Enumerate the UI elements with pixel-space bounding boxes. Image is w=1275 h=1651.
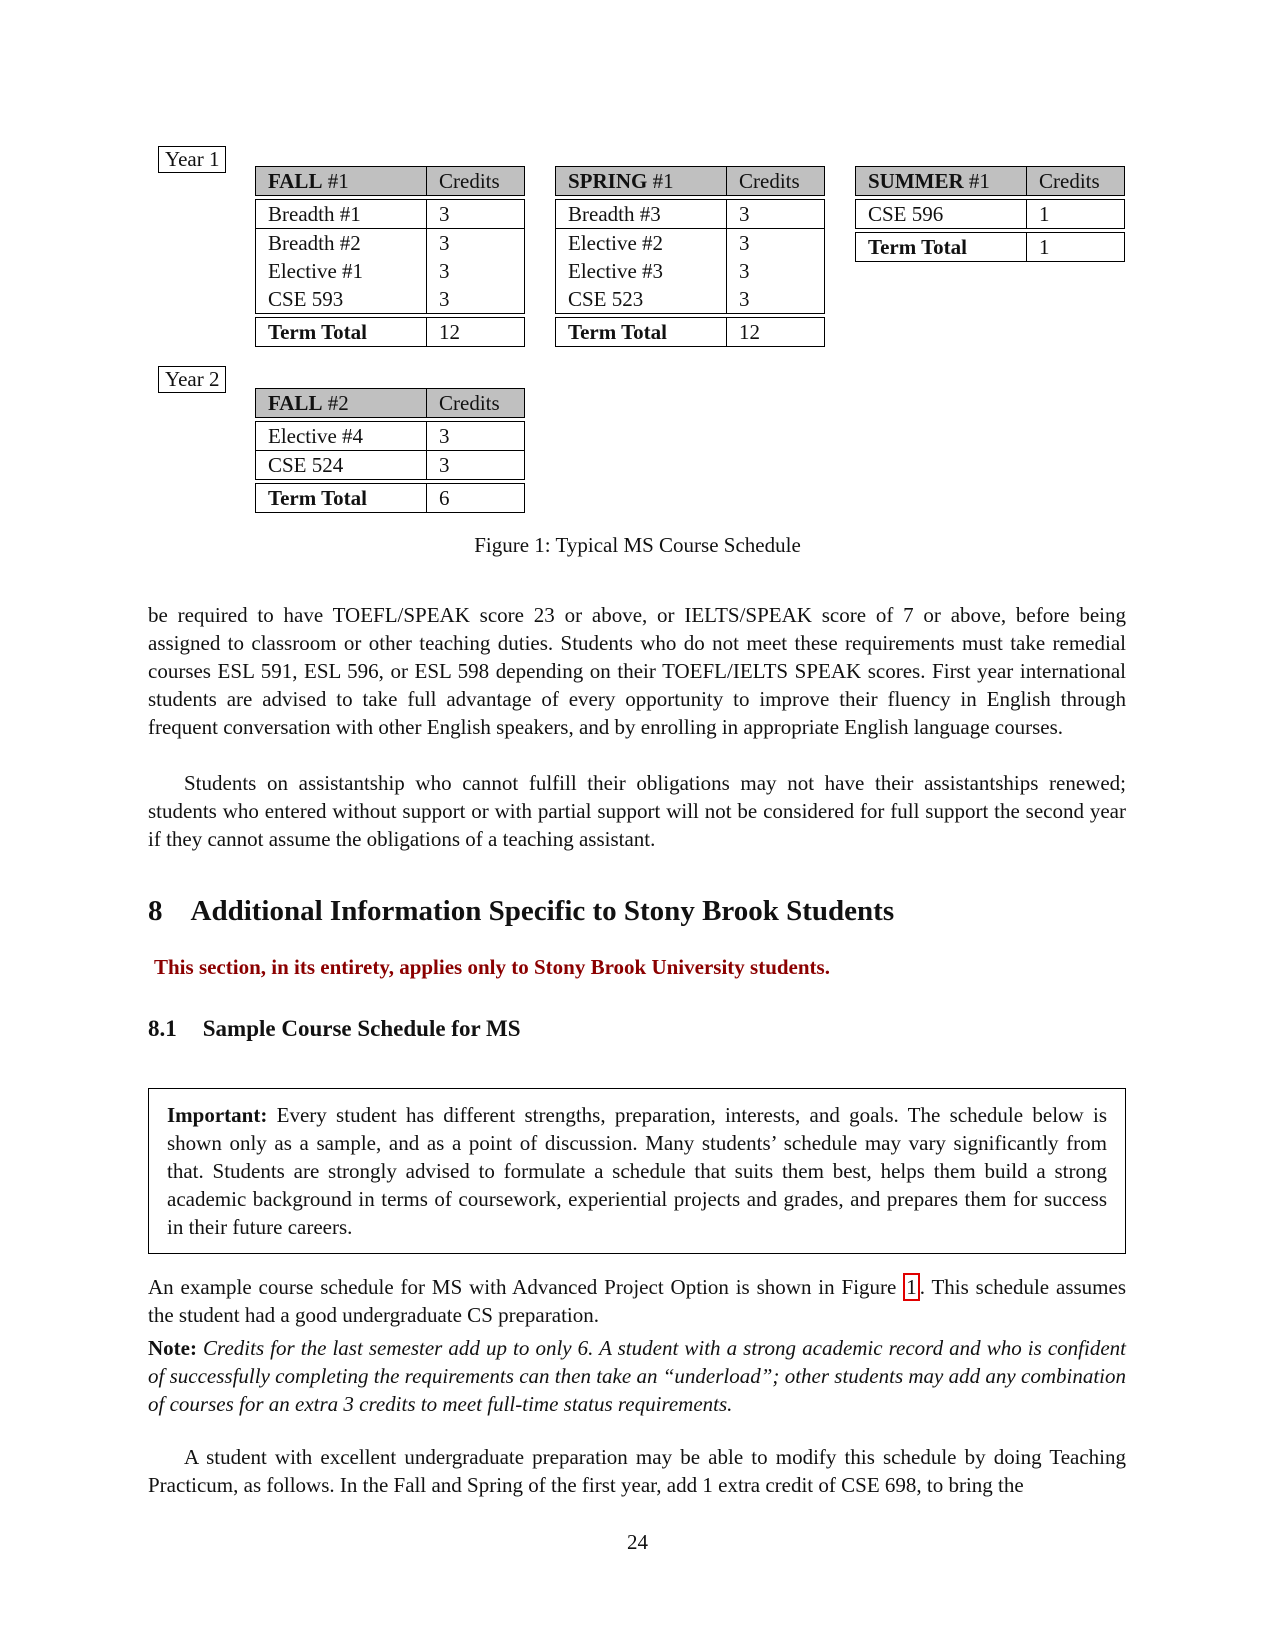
body-paragraph: A student with excellent undergraduate preparation may be able to modify this schedule by doing Teaching Practicum, as follows. In the Fall and Spring of the first year, add 1 extra credit of CSE 698, to bring the bbox=[148, 1445, 1126, 1497]
table-row bbox=[256, 200, 524, 228]
term-name: SUMMER bbox=[868, 168, 964, 193]
term-total-value: 1 bbox=[1039, 234, 1050, 259]
term-number: #1 bbox=[647, 168, 674, 193]
term-table-summer-1 bbox=[855, 166, 1125, 262]
course-block bbox=[855, 199, 1125, 229]
table-row bbox=[556, 229, 824, 257]
course-name: CSE 596 bbox=[856, 200, 1027, 228]
term-number: #1 bbox=[963, 168, 990, 193]
course-block bbox=[255, 421, 525, 480]
course-name: CSE 593 bbox=[256, 285, 427, 313]
table-row bbox=[256, 422, 524, 450]
subsection-title: Sample Course Schedule for MS bbox=[202, 1016, 521, 1041]
term-total-value: 12 bbox=[439, 319, 460, 344]
example-text: . This schedule assumes the student had a good undergraduate CS preparation. bbox=[148, 1275, 1126, 1327]
table-row bbox=[256, 257, 524, 285]
table-row bbox=[556, 257, 824, 285]
table-row bbox=[256, 229, 524, 257]
term-number: #1 bbox=[322, 168, 349, 193]
course-name: CSE 524 bbox=[256, 451, 427, 479]
body-paragraph: Students on assistantship who cannot fulfill their obligations may not have their assistantships renewed; students who entered without support or with partial support will not be considered for full support the second year if they cannot assume the obligations of a teaching assistant. bbox=[148, 771, 1126, 851]
term-table-fall-1 bbox=[255, 166, 525, 347]
section-heading bbox=[148, 895, 894, 928]
term-name: FALL bbox=[268, 168, 323, 193]
course-credits: 3 bbox=[739, 230, 750, 255]
course-credits: 3 bbox=[739, 201, 750, 226]
course-credits: 3 bbox=[439, 452, 450, 477]
course-credits: 3 bbox=[739, 258, 750, 283]
subsection-heading bbox=[148, 1016, 521, 1042]
course-block bbox=[555, 199, 825, 314]
term-header bbox=[555, 166, 825, 196]
term-name: FALL bbox=[268, 390, 323, 415]
subsection-number: 8.1 bbox=[148, 1016, 177, 1041]
term-total-label: Term Total bbox=[256, 484, 427, 512]
section-notice: This section, in its entirety, applies only to Stony Brook University students. bbox=[154, 955, 830, 979]
term-total-row bbox=[555, 317, 825, 347]
term-number: #2 bbox=[322, 390, 349, 415]
course-name: CSE 523 bbox=[556, 285, 727, 313]
course-credits: 3 bbox=[439, 230, 450, 255]
term-total-row bbox=[255, 317, 525, 347]
example-paragraph bbox=[148, 1273, 1126, 1329]
course-credits: 3 bbox=[439, 423, 450, 448]
term-name: SPRING bbox=[568, 168, 648, 193]
course-name: Elective #2 bbox=[556, 229, 727, 257]
term-total-label: Term Total bbox=[556, 318, 727, 346]
example-text: An example course schedule for MS with Advanced Project Option is shown in Figure bbox=[148, 1275, 904, 1299]
important-label: Important: bbox=[167, 1103, 268, 1127]
credits-header: Credits bbox=[439, 168, 500, 193]
term-total-label: Term Total bbox=[856, 233, 1027, 261]
course-name: Elective #1 bbox=[256, 257, 427, 285]
term-total-row bbox=[255, 483, 525, 513]
important-text: Every student has different strengths, preparation, interests, and goals. The schedule below is shown only as a sample, and as a point of discussion. Many students’ schedule may vary significantly from that. Students are strongly advised to formulate a schedule that suits them best, helps them build a strong academic background in terms of coursework, experiential projects and grades, and prepares them for success in their future careers. bbox=[167, 1103, 1107, 1239]
course-name: Elective #3 bbox=[556, 257, 727, 285]
note-label: Note: bbox=[148, 1336, 197, 1360]
course-name: Breadth #1 bbox=[256, 200, 427, 228]
body-paragraph: be required to have TOEFL/SPEAK score 23 or above, or IELTS/SPEAK score of 7 or above, before being assigned to classroom or other teaching duties. Students who do not meet these requirements must take remedial courses ESL 591, ESL 596, or ESL 598 depending on their TOEFL/IELTS SPEAK scores. First year international students are advised to take full advantage of every opportunity to improve their fluency in English through frequent conversation with other English speakers, and by enrolling in appropriate English language courses. bbox=[148, 603, 1126, 739]
note-text: Credits for the last semester add up to only 6. A student with a strong academic record and who is confident of successfully completing the requirements can then take an “underload”; other students may add any combination of courses for an extra 3 credits to meet full-time status requirements. bbox=[148, 1336, 1126, 1416]
term-header bbox=[255, 388, 525, 418]
table-row bbox=[256, 451, 524, 479]
table-row bbox=[556, 200, 824, 228]
term-total-label: Term Total bbox=[256, 318, 427, 346]
course-credits: 3 bbox=[739, 286, 750, 311]
term-total-value: 12 bbox=[739, 319, 760, 344]
credits-header: Credits bbox=[1039, 168, 1100, 193]
figure-reference-link[interactable]: 1 bbox=[903, 1273, 920, 1301]
table-row bbox=[856, 200, 1124, 228]
credits-header: Credits bbox=[739, 168, 800, 193]
year-1-label: Year 1 bbox=[158, 146, 226, 173]
table-row bbox=[556, 285, 824, 313]
term-table-spring-1 bbox=[555, 166, 825, 347]
credits-header: Credits bbox=[439, 390, 500, 415]
course-name: Breadth #2 bbox=[256, 229, 427, 257]
table-row bbox=[256, 285, 524, 313]
course-credits: 1 bbox=[1039, 201, 1050, 226]
term-table-fall-2 bbox=[255, 388, 525, 513]
course-block bbox=[255, 199, 525, 314]
note-paragraph bbox=[148, 1334, 1126, 1418]
section-title: Additional Information Specific to Stony Brook Students bbox=[190, 895, 895, 927]
term-total-row bbox=[855, 232, 1125, 262]
course-credits: 3 bbox=[439, 201, 450, 226]
figure-caption: Figure 1: Typical MS Course Schedule bbox=[474, 533, 801, 557]
term-total-value: 6 bbox=[439, 485, 450, 510]
course-credits: 3 bbox=[439, 258, 450, 283]
important-box bbox=[148, 1088, 1126, 1254]
section-number: 8 bbox=[148, 895, 163, 927]
course-name: Breadth #3 bbox=[556, 200, 727, 228]
course-credits: 3 bbox=[439, 286, 450, 311]
term-header bbox=[255, 166, 525, 196]
term-header bbox=[855, 166, 1125, 196]
year-2-label: Year 2 bbox=[158, 366, 226, 393]
page-number: 24 bbox=[627, 1530, 648, 1554]
course-name: Elective #4 bbox=[256, 422, 427, 450]
